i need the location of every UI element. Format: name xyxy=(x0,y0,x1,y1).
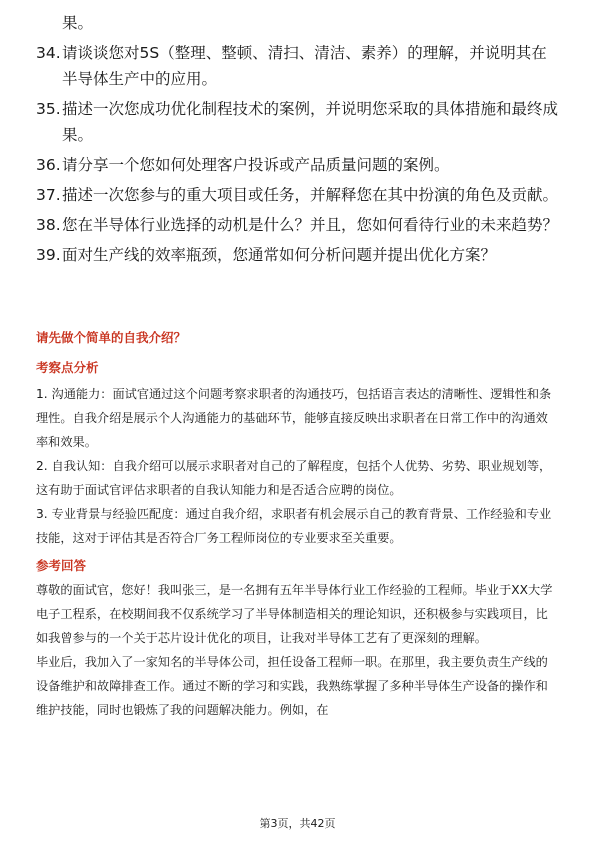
question-text: 请谈谈您对5S（整理、整顿、清扫、清洁、素养）的理解，并说明其在半导体生产中的应用。 xyxy=(62,44,547,88)
answer-paragraph: 尊敬的面试官，您好！我叫张三，是一名拥有五年半导体行业工作经验的工程师。毕业于XX大学电子工程系，在校期间我不仅系统学习了半导体制造相关的理论知识，还积极参与实践项目，比如我曾参与的一个关于芯片设计优化的项目，让我对半导体工艺有了更深刻的理解。 xyxy=(36,583,553,645)
question-item xyxy=(36,96,558,148)
analysis-point: 3. 专业背景与经验匹配度：通过自我介绍，求职者有机会展示自己的教育背景、工作经验和专业技能，这对于评估其是否符合厂务工程师岗位的专业要求至关重要。 xyxy=(36,507,552,545)
question-item xyxy=(36,242,558,268)
question-number: 34. xyxy=(36,44,61,62)
question-number: 35. xyxy=(36,100,61,118)
question-number: 39. xyxy=(36,246,61,264)
question-number: 36. xyxy=(36,156,61,174)
question-item xyxy=(36,182,558,208)
question-list xyxy=(36,10,558,268)
question-text: 描述一次您成功优化制程技术的案例，并说明您采取的具体措施和最终成果。 xyxy=(62,100,559,144)
analysis-point: 1. 沟通能力：面试官通过这个问题考察求职者的沟通技巧，包括语言表达的清晰性、逻辑性和条理性。自我介绍是展示个人沟通能力的基础环节，能够直接反映出求职者在日常工作中的沟通效率和效果。 xyxy=(36,387,552,449)
section-question-heading: 请先做个简单的自我介绍？ xyxy=(36,330,187,345)
continuation-text: 果。 xyxy=(62,14,94,32)
question-text: 您在半导体行业选择的动机是什么？并且，您如何看待行业的未来趋势？ xyxy=(62,216,559,234)
analysis-heading: 考察点分析 xyxy=(36,360,99,375)
question-text: 面对生产线的效率瓶颈，您通常如何分析问题并提出优化方案？ xyxy=(62,246,497,264)
answer-heading: 参考回答 xyxy=(36,558,87,573)
answer-paragraph: 毕业后，我加入了一家知名的半导体公司，担任设备工程师一职。在那里，我主要负责生产线的设备维护和故障排查工作。通过不断的学习和实践，我熟练掌握了多种半导体生产设备的操作和维护技能，同时也锻炼了我的问题解决能力。例如，在 xyxy=(36,655,548,717)
question-text: 请分享一个您如何处理客户投诉或产品质量问题的案例。 xyxy=(62,156,450,174)
question-number: 38. xyxy=(36,216,61,234)
question-number: 37. xyxy=(36,186,61,204)
analysis-point: 2. 自我认知：自我介绍可以展示求职者对自己的了解程度，包括个人优势、劣势、职业规划等，这有助于面试官评估求职者的自我认知能力和是否适合应聘的岗位。 xyxy=(36,459,552,497)
question-item xyxy=(36,152,558,178)
page-number-footer: 第3页，共42页 xyxy=(259,817,336,830)
question-item xyxy=(36,40,558,92)
question-text: 描述一次您参与的重大项目或任务，并解释您在其中扮演的角色及贡献。 xyxy=(62,186,559,204)
question-item xyxy=(36,212,558,238)
self-intro-section xyxy=(36,326,558,722)
